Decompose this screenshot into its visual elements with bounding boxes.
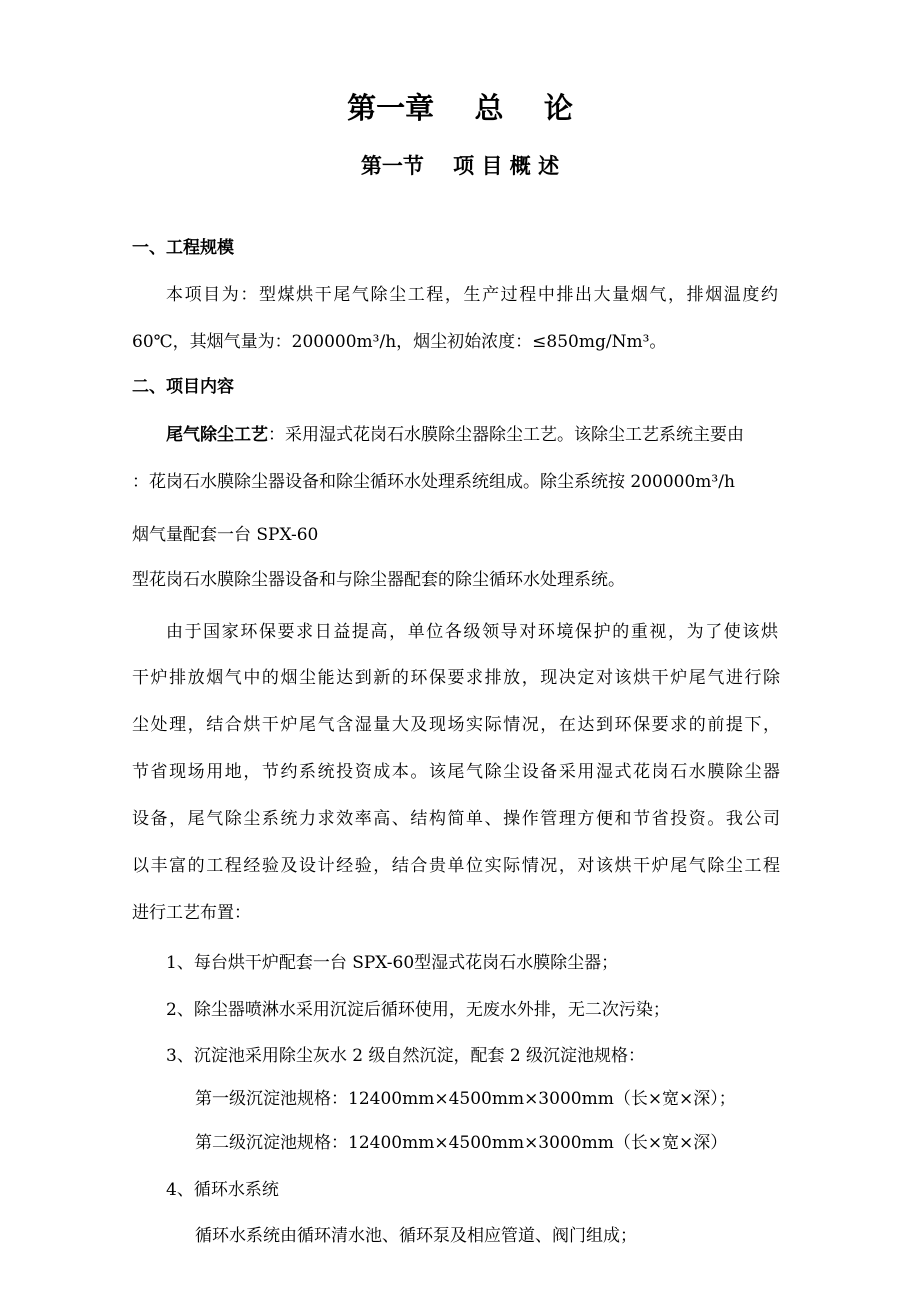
content-line-4: 型花岗石水膜除尘器设备和与除尘器配套的除尘循环水处理系统。 bbox=[132, 570, 625, 590]
para2-line-4: 节省现场用地，节约系统投资成本。该尾气除尘设备采用湿式花岗石水膜除尘器 bbox=[132, 762, 780, 782]
heading-project-content: 二、项目内容 bbox=[132, 377, 234, 397]
para2-line-3: 尘处理，结合烘干炉尾气含湿量大及现场实际情况，在达到环保要求的前提下， bbox=[132, 715, 780, 735]
para2-line-6: 以丰富的工程经验及设计经验，结合贵单位实际情况，对该烘干炉尾气除尘工程 bbox=[132, 856, 780, 876]
content-line-1 bbox=[166, 422, 744, 448]
list-item-4-sub-1: 循环水系统由循环清水池、循环泵及相应管道、阀门组成； bbox=[195, 1226, 637, 1246]
content-line-2: ：花岗石水膜除尘器设备和除尘循环水处理系统组成。除尘系统按 200000m³/h bbox=[132, 472, 735, 492]
para2-line-2: 干炉排放烟气中的烟尘能达到新的环保要求排放，现决定对该烘干炉尾气进行除 bbox=[132, 668, 780, 688]
list-item-3-sub-1: 第一级沉淀池规格：12400mm×4500mm×3000mm（长×宽×深）； bbox=[195, 1089, 736, 1109]
scale-line-2: 60℃，其烟气量为：200000m³/h，烟尘初始浓度：≤850mg/Nm³。 bbox=[132, 332, 667, 352]
list-item-4: 4、循环水系统 bbox=[166, 1180, 279, 1200]
content-line-3: 烟气量配套一台 SPX-60 bbox=[132, 525, 319, 545]
scale-line-1: 本项目为：型煤烘干尾气除尘工程，生产过程中排出大量烟气，排烟温度约 bbox=[166, 285, 778, 305]
heading-project-scale: 一、工程规模 bbox=[132, 238, 234, 258]
list-item-2: 2、除尘器喷淋水采用沉淀后循环使用，无废水外排，无二次污染； bbox=[166, 1000, 670, 1020]
para2-line-1: 由于国家环保要求日益提高，单位各级领导对环境保护的重视，为了使该烘 bbox=[166, 622, 778, 642]
list-item-3: 3、沉淀池采用除尘灰水 2 级自然沉淀，配套 2 级沉淀池规格： bbox=[166, 1046, 646, 1066]
section-title: 第一节 项 目 概 述 bbox=[360, 154, 560, 178]
para2-line-5: 设备，尾气除尘系统力求效率高、结构简单、操作管理方便和节省投资。我公司 bbox=[132, 809, 780, 829]
process-description: ：采用湿式花岗石水膜除尘器除尘工艺。该除尘工艺系统主要由 bbox=[268, 425, 744, 445]
list-item-1: 1、每台烘干炉配套一台 SPX-60型湿式花岗石水膜除尘器； bbox=[166, 953, 619, 973]
chapter-title: 第一章 总 论 bbox=[347, 91, 573, 125]
para2-line-7: 进行工艺布置： bbox=[132, 903, 251, 923]
list-item-3-sub-2: 第二级沉淀池规格：12400mm×4500mm×3000mm（长×宽×深） bbox=[195, 1133, 728, 1153]
process-label: 尾气除尘工艺 bbox=[166, 425, 268, 445]
